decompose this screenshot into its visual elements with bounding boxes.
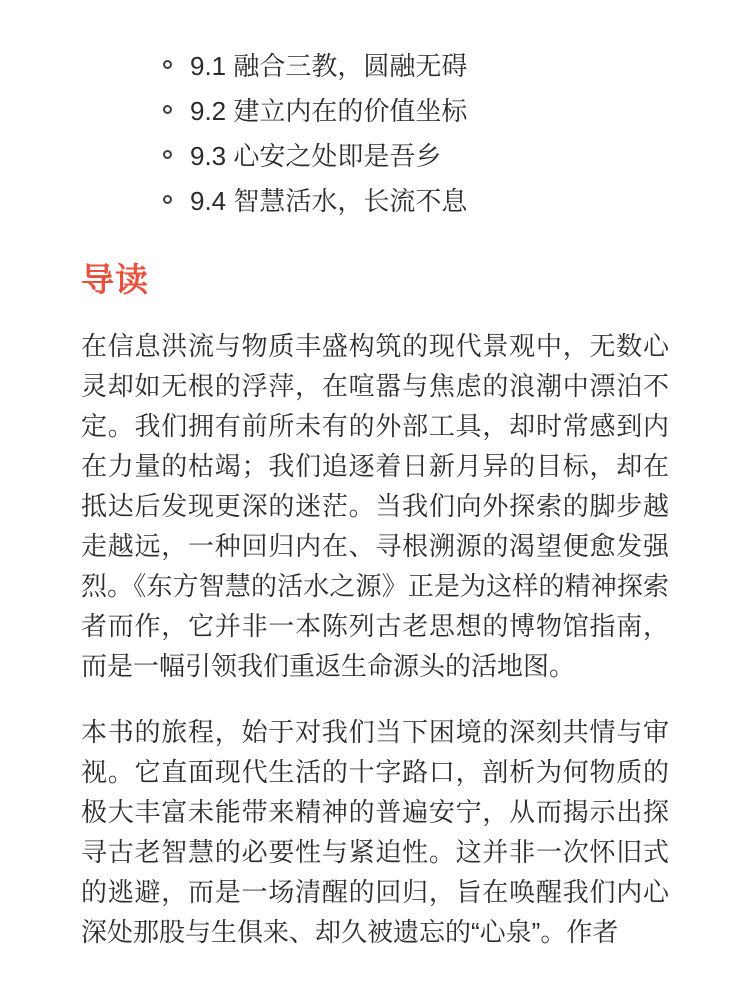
toc-sublist [81,44,669,224]
circle-bullet-icon [163,105,172,114]
toc-item [163,44,669,89]
circle-bullet-icon [163,150,172,159]
intro-paragraph-1: 在信息洪流与物质丰盛构筑的现代景观中，无数心灵却如无根的浮萍，在喧嚣与焦虑的浪潮中漂泊不定。我们拥有前所未有的外部工具，却时常感到内在力量的枯竭；我们追逐着日新月异的目标，却在抵达后发现更深的迷茫。当我们向外探索的脚步越走越远，一种回归内在、寻根溯源的渴望便愈发强烈。《东方智慧的活水之源》正是为这样的精神探索者而作，它并非一本陈列古老思想的博物馆指南，而是一幅引领我们重返生命源头的活地图。 [81,330,669,681]
toc-item [163,89,669,134]
toc-item-label: 9.3 心安之处即是吾乡 [190,141,442,171]
toc-item-label: 9.1 融合三教，圆融无碍 [190,51,468,81]
toc-item-label: 9.4 智慧活水，长流不息 [190,186,468,216]
toc-item [163,179,669,224]
section-heading: 导读 [81,261,149,298]
circle-bullet-icon [163,195,172,204]
toc-item [163,134,669,179]
circle-bullet-icon [163,60,172,69]
intro-paragraph-2: 本书的旅程，始于对我们当下困境的深刻共情与审视。它直面现代生活的十字路口，剖析为何物质的极大丰富未能带来精神的普遍安宁，从而揭示出探寻古老智慧的必要性与紧迫性。这并非一次怀旧式的逃避，而是一场清醒的回归，旨在唤醒我们内心深处那股与生俱来、却久被遗忘的“心泉”。作者 [81,716,669,947]
toc-item-label: 9.2 建立内在的价值坐标 [190,96,468,126]
